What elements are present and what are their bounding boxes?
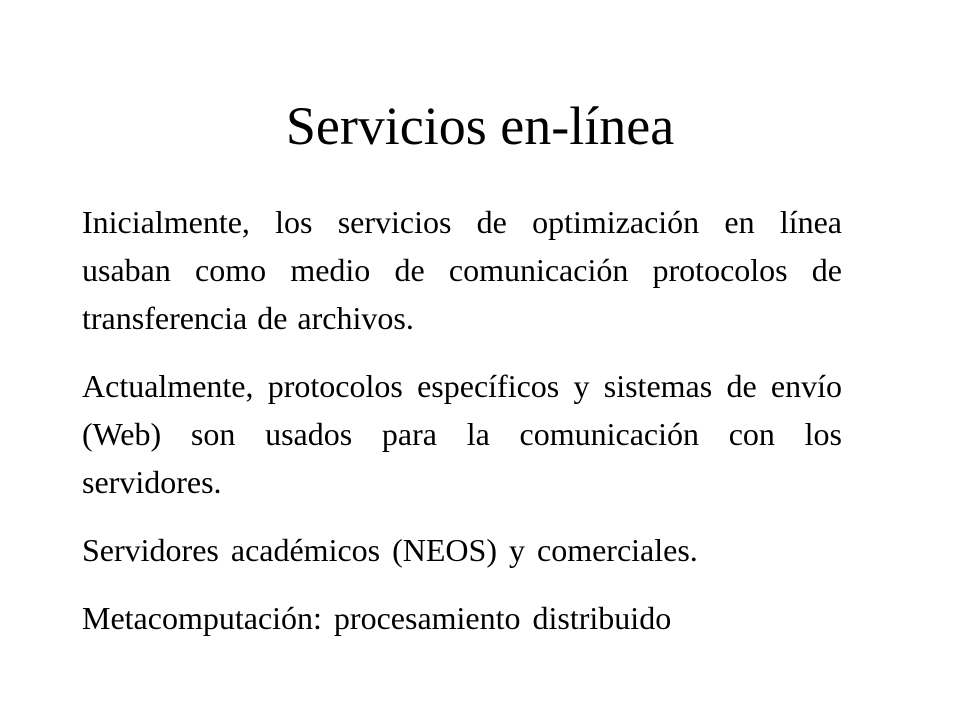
- paragraph-metacomputing: Metacomputación: procesamiento distribuido: [82, 600, 672, 636]
- paragraph-initially: Inicialmente, los servicios de optimización en línea usaban como medio de comunicación protocolos de transferencia de archivos.: [82, 204, 842, 336]
- paragraph-currently: Actualmente, protocolos específicos y sistemas de envío (Web) son usados para la comunicación con los servidores.: [82, 368, 842, 500]
- slide-body: [82, 198, 842, 662]
- paragraph-servers: Servidores académicos (NEOS) y comerciales.: [82, 532, 698, 568]
- slide-title: Servicios en-línea: [285, 96, 675, 156]
